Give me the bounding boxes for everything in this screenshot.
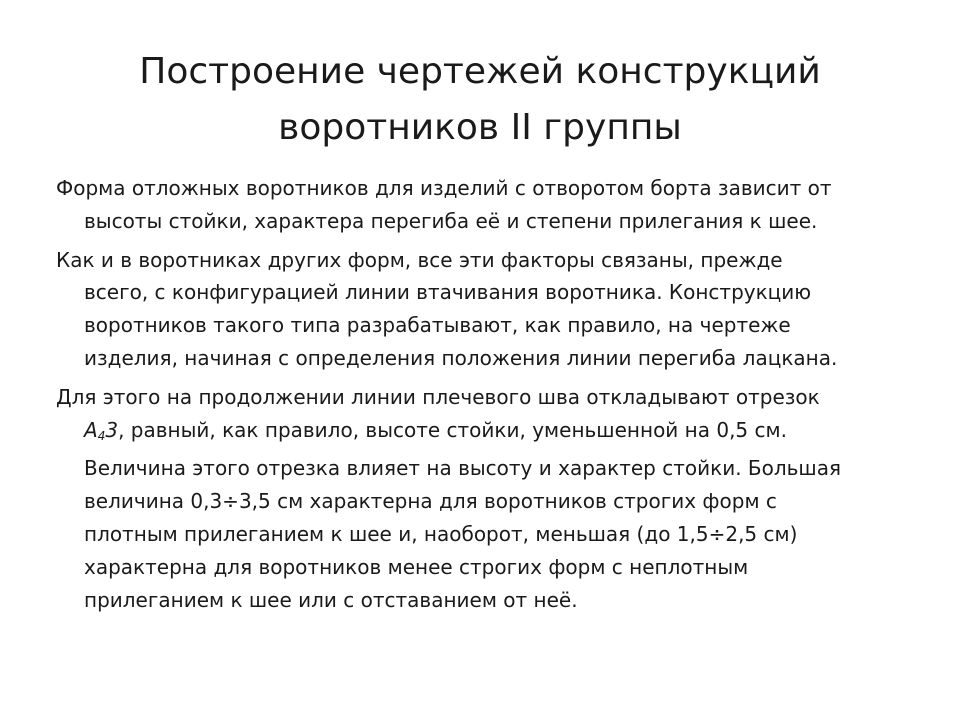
segment-label-number: 3 (105, 417, 119, 442)
text-line: высоты стойки, характера перегиба её и степени прилегания к шее. (84, 208, 818, 233)
text-line: всего, с конфигурацией линии втачивания воротника. Конструкцию (84, 280, 812, 305)
text-line: Как и в воротниках других форм, все эти факторы связаны, прежде (56, 247, 783, 272)
text-line: Форма отложных воротников для изделий с отворотом борта зависит от (56, 176, 832, 200)
paragraph-1 (56, 172, 904, 238)
segment-label-subscript: 4 (97, 428, 106, 443)
text-line: прилеганием к шее или с отставанием от неё. (84, 587, 578, 612)
paragraph-3 (56, 381, 904, 617)
text-line: воротников такого типа разрабатывают, как правило, на чертеже (84, 313, 791, 338)
text-line: величина 0,3÷3,5 см характерна для воротников строгих форм с (84, 489, 777, 514)
segment-label-letter: А (84, 417, 98, 442)
text-line-segment-formula (84, 414, 904, 453)
paragraph-2 (56, 244, 904, 375)
text-line: Величина этого отрезка влияет на высоту и характер стойки. Большая (84, 456, 842, 481)
text-line: плотным прилеганием к шее и, наоборот, меньшая (до 1,5÷2,5 см) (84, 521, 798, 546)
segment-description: , равный, как правило, высоте стойки, уменьшенной на 0,5 см. (118, 417, 787, 442)
title-line-1: Построение чертежей конструкций (139, 51, 821, 92)
text-line: Для этого на продолжении линии плечевого шва откладывают отрезок (56, 384, 820, 409)
text-line: характерна для воротников менее строгих форм с неплотным (84, 554, 749, 579)
slide-body (56, 172, 904, 622)
slide-title (60, 44, 900, 156)
title-line-2: воротников II группы (278, 107, 682, 148)
text-line: изделия, начиная с определения положения линии перегиба лацкана. (84, 345, 838, 370)
